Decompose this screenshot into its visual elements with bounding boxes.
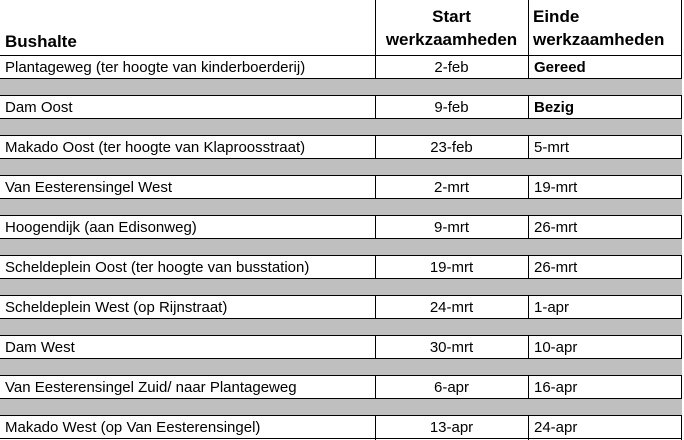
end-date-cell: 10-apr [534, 338, 578, 356]
start-date-cell: 9-feb [434, 98, 469, 116]
end-date-cell: 1-apr [534, 298, 570, 316]
start-date-cell: 9-mrt [434, 218, 469, 236]
row-separator [0, 399, 682, 415]
start-date-cell: 2-mrt [434, 178, 469, 196]
start-date-cell: 13-apr [429, 418, 474, 436]
bushalte-cell: Scheldeplein Oost (ter hoogte van busstation) [5, 258, 310, 276]
bushalte-cell: Van Eesterensingel Zuid/ naar Plantageweg [5, 378, 297, 396]
start-date-cell: 23-feb [430, 138, 473, 156]
bushalte-cell: Dam West [5, 338, 75, 356]
header-bushalte: Bushalte [5, 32, 77, 51]
start-date-cell: 24-mrt [429, 298, 474, 316]
start-date-cell: 19-mrt [429, 258, 474, 276]
header-start [376, 2, 527, 54]
bushalte-cell: Dam Oost [5, 98, 73, 116]
header-einde-line2: werkzaamheden [533, 30, 665, 49]
header-einde-line1: Einde [533, 7, 580, 26]
bushalte-cell: Plantageweg (ter hoogte van kinderboerderij) [5, 58, 306, 76]
end-date-cell: 19-mrt [534, 178, 578, 196]
header-einde [533, 2, 679, 54]
end-date-cell: 5-mrt [534, 138, 569, 156]
start-date-cell: 6-apr [433, 378, 470, 396]
row-separator [0, 119, 682, 135]
end-date-cell: 26-mrt [534, 258, 578, 276]
end-date-cell: Gereed [534, 58, 586, 76]
start-date-cell: 2-feb [434, 58, 469, 76]
bushalte-cell: Scheldeplein West (op Rijnstraat) [5, 298, 228, 316]
bushalte-cell: Van Eesterensingel West [5, 178, 173, 196]
header-start-line2: werkzaamheden [385, 30, 518, 49]
row-separator [0, 279, 682, 295]
start-date-cell: 30-mrt [429, 338, 474, 356]
end-date-cell: 26-mrt [534, 218, 578, 236]
row-border [0, 438, 682, 439]
row-separator [0, 239, 682, 255]
row-separator [0, 359, 682, 375]
bushalte-cell: Makado Oost (ter hoogte van Klaproosstraat) [5, 138, 306, 156]
row-separator [0, 319, 682, 335]
header-start-line1: Start [432, 7, 471, 26]
bushalte-cell: Hoogendijk (aan Edisonweg) [5, 218, 197, 236]
row-separator [0, 79, 682, 95]
row-separator [0, 199, 682, 215]
end-date-cell: 16-apr [534, 378, 578, 396]
end-date-cell: 24-apr [534, 418, 578, 436]
row-separator [0, 159, 682, 175]
bushalte-cell: Makado West (op Van Eesterensingel) [5, 418, 261, 436]
end-date-cell: Bezig [534, 98, 575, 116]
